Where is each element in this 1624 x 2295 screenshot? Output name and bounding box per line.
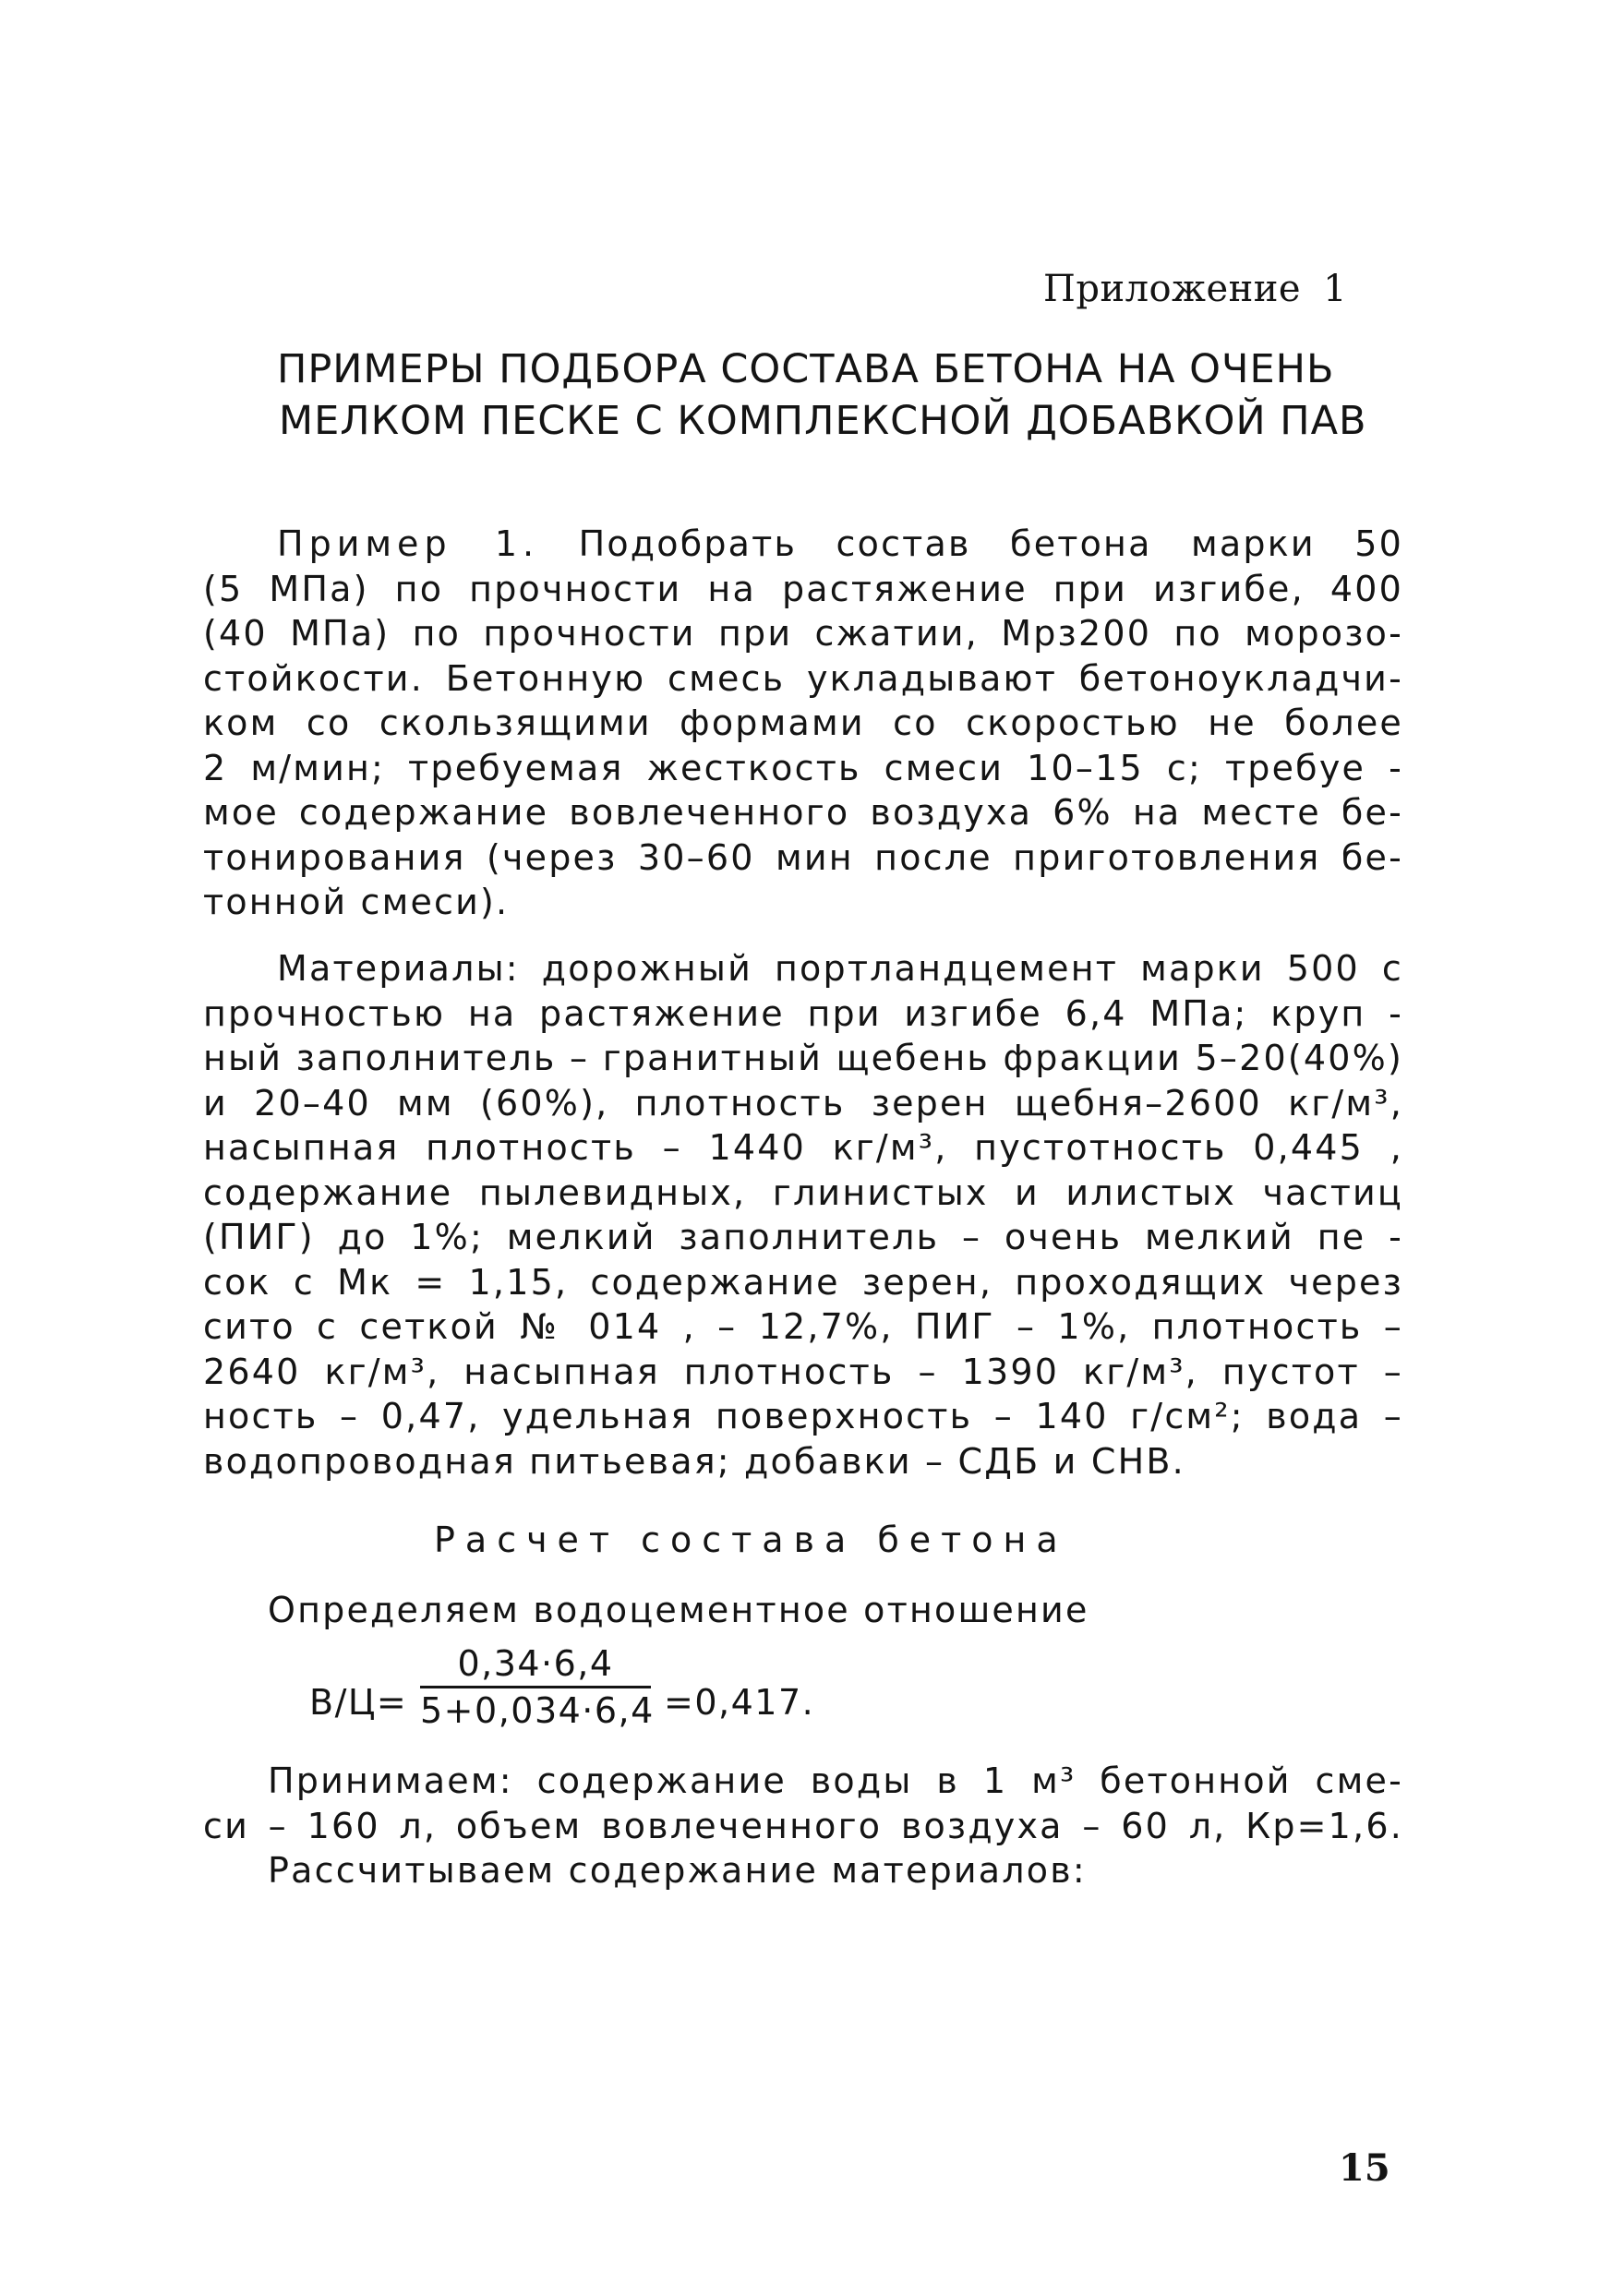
materials-line: Материалы: дорожный портландцемент марки 500 с xyxy=(277,948,1403,989)
formula-lhs: В/Ц= xyxy=(309,1682,408,1723)
materials-line: 2640 кг/м³, насыпная плотность – 1390 кг/м³, пустот – xyxy=(203,1351,1403,1392)
formula-numerator: 0,34·6,4 xyxy=(457,1643,614,1684)
example-line: (5 МПа) по прочности на растяжение при изгибе, 400 xyxy=(203,568,1403,609)
materials-line: насыпная плотность – 1440 кг/м³, пустотность 0,445 , xyxy=(203,1127,1403,1168)
materials-line: (ПИГ) до 1%; мелкий заполнитель – очень мелкий пе - xyxy=(203,1217,1403,1257)
appendix-label-text: Приложение xyxy=(1043,268,1302,310)
formula-fraction xyxy=(420,1643,655,1731)
materials-line: прочностью на растяжение при изгибе 6,4 МПа; круп - xyxy=(203,992,1403,1034)
accept-line: Рассчитываем содержание материалов: xyxy=(268,1850,1087,1891)
wc-intro-text: Определяем водоцементное отношение xyxy=(268,1590,1089,1630)
example-line: стойкости. Бетонную смесь укладывают бетоноукладчи- xyxy=(203,657,1403,699)
example-line: ком со скользящими формами со скоростью не более xyxy=(203,703,1403,743)
example-line: (40 МПа) по прочности при сжатии, Мрз200 по морозо- xyxy=(203,613,1403,654)
fraction-bar xyxy=(420,1686,651,1688)
wc-intro xyxy=(268,1588,1468,1633)
calc-heading: Расчет состава бетона xyxy=(434,1520,1068,1560)
accept-paragraph xyxy=(203,1759,1403,1893)
title-line-1: ПРИМЕРЫ ПОДБОРА СОСТАВА БЕТОНА НА ОЧЕНЬ xyxy=(277,346,1335,392)
materials-line: ность – 0,47, удельная поверхность – 140 г/см²; вода – xyxy=(203,1396,1403,1436)
materials-paragraph xyxy=(203,946,1403,1484)
materials-line: и 20–40 мм (60%), плотность зерен щебня–2600 кг/м³, xyxy=(203,1082,1403,1123)
formula-result: =0,417. xyxy=(664,1682,815,1723)
formula-denominator: 5+0,034·6,4 xyxy=(420,1690,655,1731)
example-line: мое содержание вовлеченного воздуха 6% на месте бе- xyxy=(203,792,1403,833)
materials-line: ный заполнитель – гранитный щебень фракции 5–20(40%) xyxy=(203,1038,1403,1078)
example-line: 2 м/мин; требуемая жесткость смеси 10–15 с; требуе - xyxy=(203,747,1403,788)
example-paragraph xyxy=(203,522,1403,925)
example-line: тонирования (через 30–60 мин после приготовления бе- xyxy=(203,836,1403,878)
document-title xyxy=(277,343,1477,447)
appendix-number: 1 xyxy=(1323,268,1348,310)
example-line: тонной смеси). xyxy=(203,882,510,922)
materials-line: сок с Мк = 1,15, содержание зерен, проходящих через xyxy=(203,1261,1403,1303)
example-line: Пример 1. Подобрать состав бетона марки 50 xyxy=(277,523,1403,564)
page-number: 15 xyxy=(1339,2146,1390,2190)
materials-line: водопроводная питьевая; добавки – СДБ и СНВ. xyxy=(203,1440,1185,1482)
materials-line: содержание пылевидных, глинистых и илистых частиц xyxy=(203,1172,1403,1213)
title-line-2: МЕЛКОМ ПЕСКЕ С КОМПЛЕКСНОЙ ДОБАВКОЙ ПАВ xyxy=(279,398,1367,444)
example-lead: Пример 1. xyxy=(277,523,540,564)
appendix-label xyxy=(1043,268,1347,310)
accept-line: си – 160 л, объем вовлеченного воздуха – 60 л, Кр=1,6. xyxy=(203,1805,1403,1846)
materials-line: сито с сеткой № 014 , – 12,7%, ПИГ – 1%, плотность – xyxy=(203,1306,1403,1347)
accept-line: Принимаем: содержание воды в 1 м³ бетонной сме- xyxy=(268,1760,1403,1801)
